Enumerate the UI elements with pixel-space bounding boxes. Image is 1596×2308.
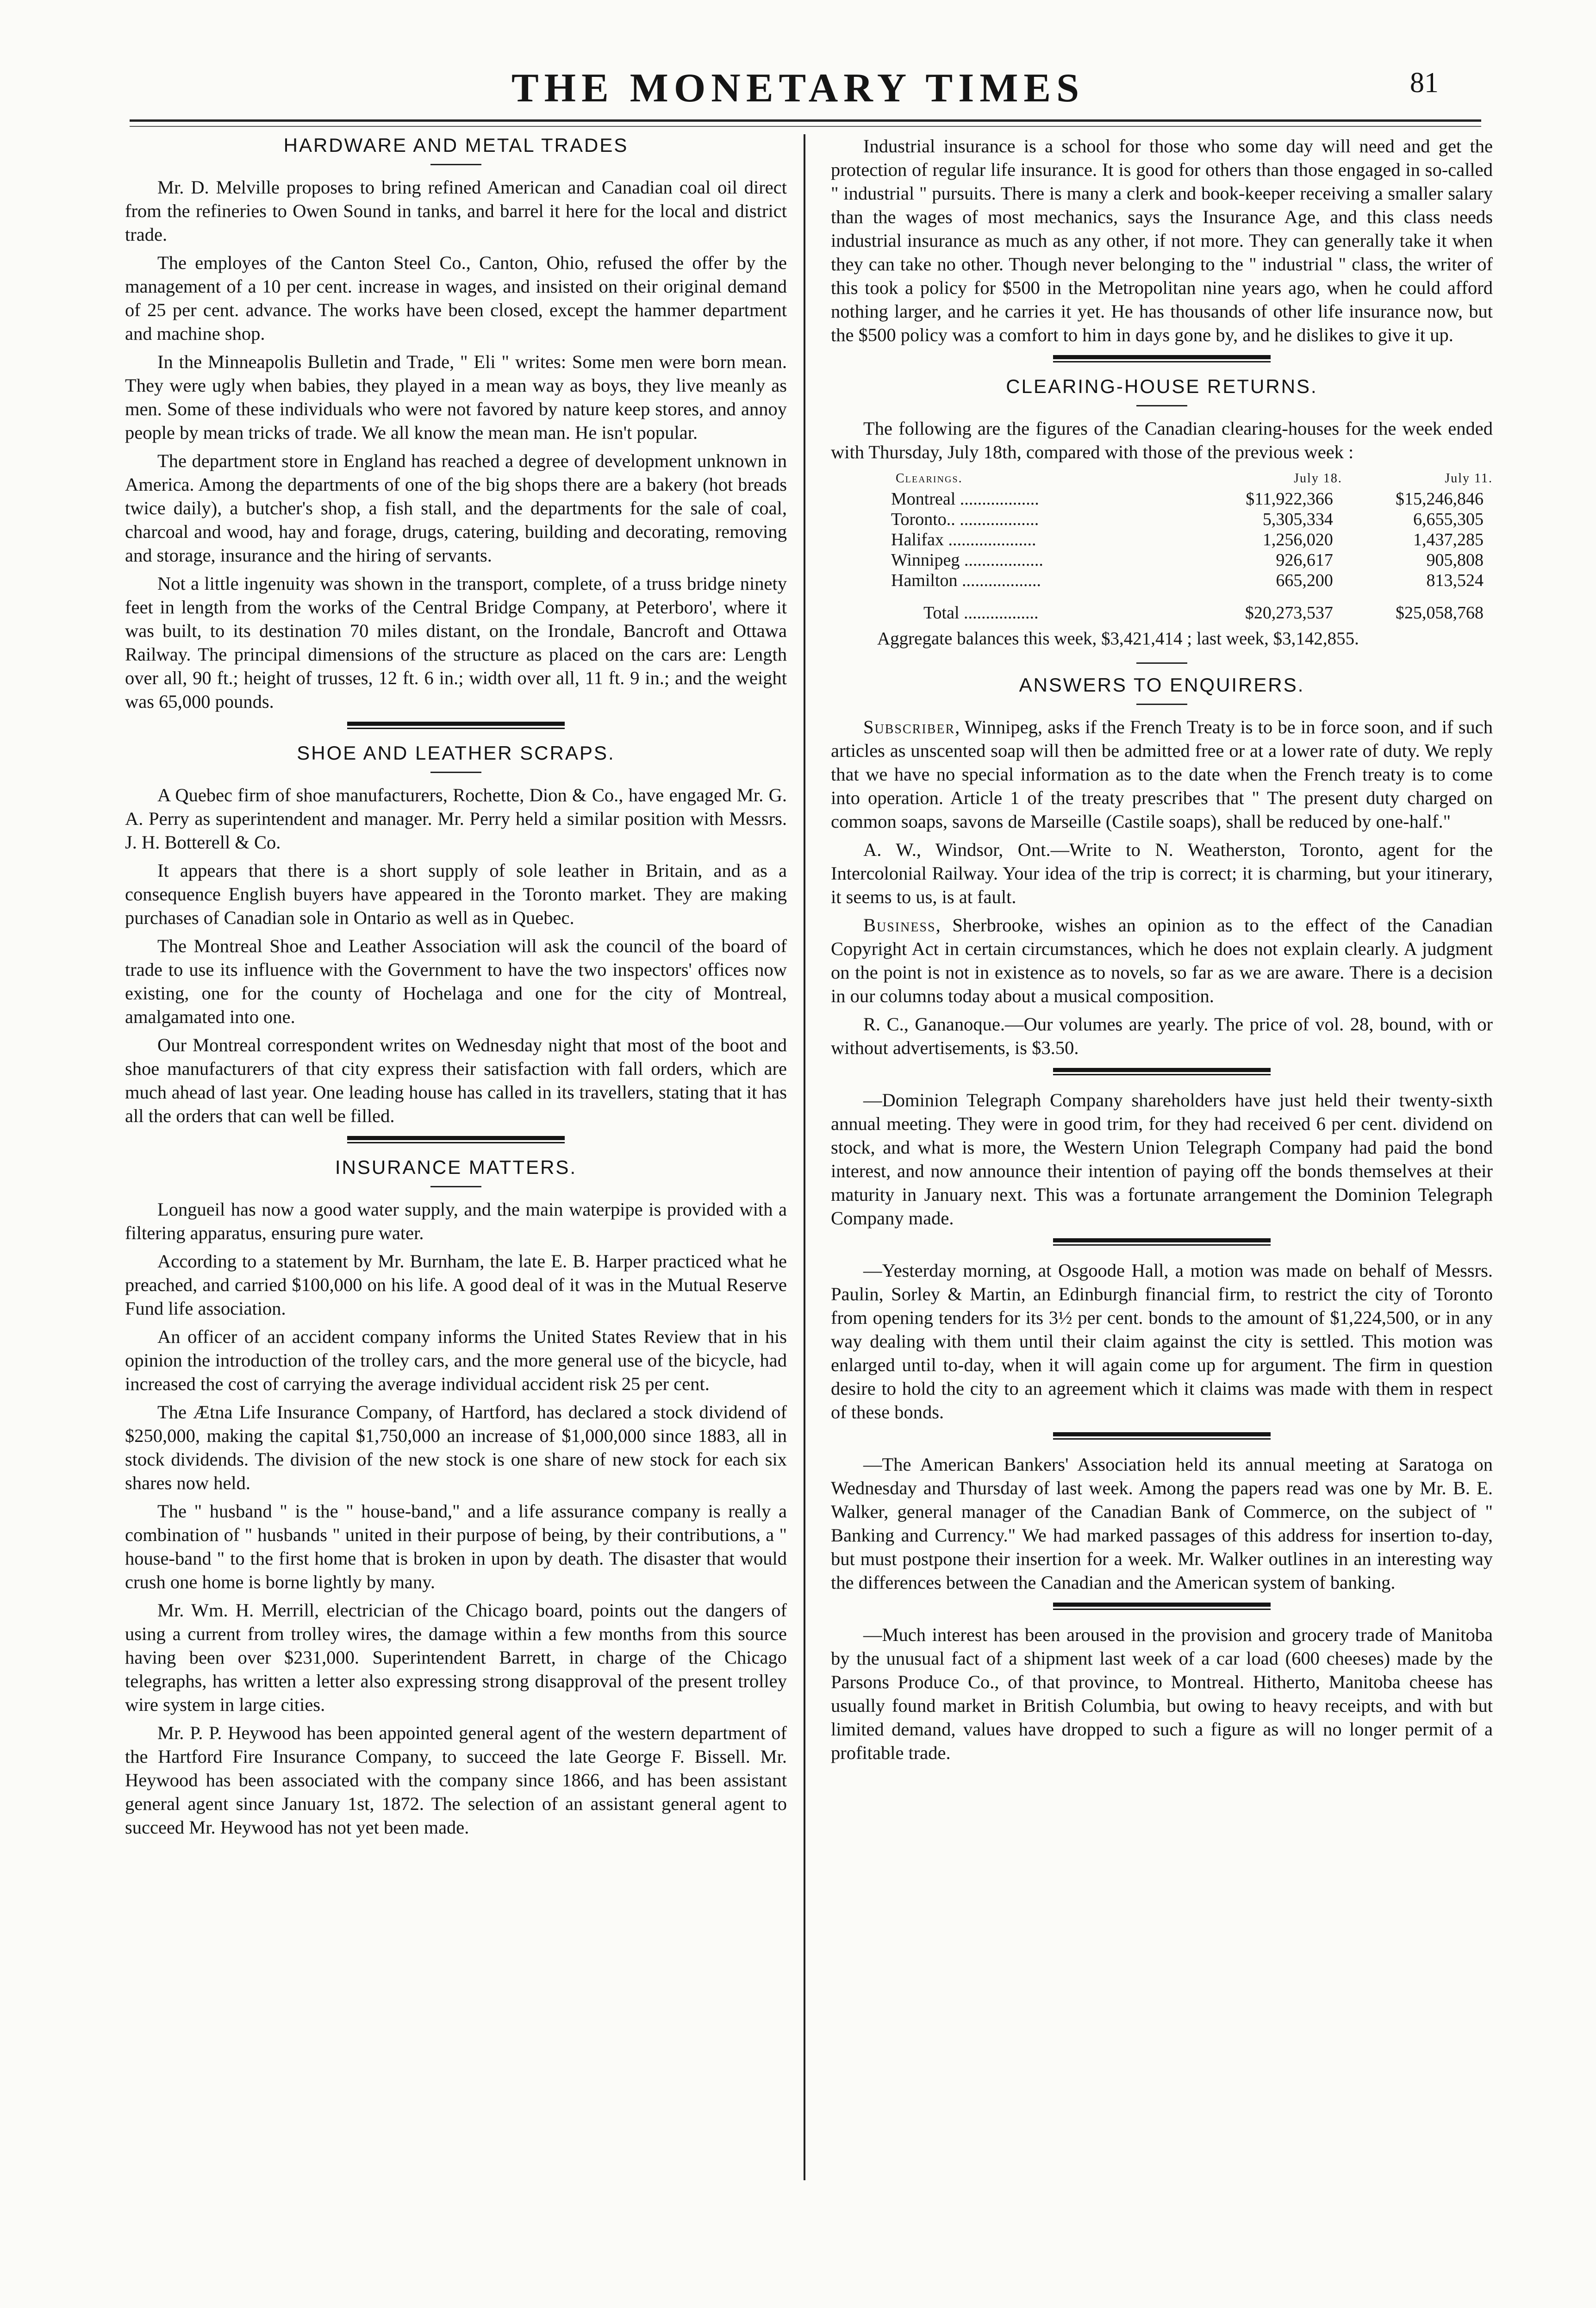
bankers-paragraph: —The American Bankers' Association held its annual meeting at Saratoga on Wednesday and Thursday of last week. Among the papers read was one by Mr. B. E. Walker, general manager of the Canadian Bank of Commerce, on the subject of " Banking and Currency." We had marked passages of this address for insertion to-day, but must postpone their insertion for a week. Mr. Walker outlines in an interesting way the differences between the Canadian and the American system of banking. [831,1454,1493,1593]
shoe-section [125,742,787,1128]
paragraph: A. W., Windsor, Ont.—Write to N. Weatherston, Toronto, agent for the Intercolonial Railway. Your idea of the trip is correct; it is charming, but your itinerary, it seems to us, is at fault. [831,839,1493,907]
section-divider [1053,355,1271,362]
section-divider [1053,1603,1271,1610]
paragraph: The Montreal Shoe and Leather Association will ask the council of the board of trade to use its influence with the Government to have the two inspectors' offices now existing, one for the county of Hochelaga and one for the city of Montreal, amalgamated into one. [125,936,787,1027]
page-title: THE MONETARY TIMES [511,66,1085,111]
table-row [831,550,1493,570]
table-cell: 926,617 [1276,550,1333,570]
paragraph: An officer of an accident company informs the United States Review that in his opinion the introduction of the trolley cars, and the more general use of the bicycle, had increased the cost of carrying the average individual accident risk 25 per cent. [125,1326,787,1394]
table-cell: 813,524 [1426,571,1484,590]
paragraph: Our Montreal correspondent writes on Wednesday night that most of the boot and shoe manufacturers of that city express their satisfaction with fall orders, which are much ahead of last year. One leading house has called in its travellers, stating that it has all the orders that can well be filled. [125,1035,787,1126]
left-column [125,134,787,1844]
aggregate-balances: Aggregate balances this week, $3,421,414 ; last week, $3,142,855. [877,629,1359,649]
osgoode-paragraph: —Yesterday morning, at Osgoode Hall, a motion was made on behalf of Messrs. Paulin, Sorley & Martin, an Edinburgh financial firm, to restrict the city of Toronto from opening tenders for its 3½ per cent. bonds to the amount of $1,224,500, or in any way dealing with them until their claim against the city is settled. This motion was enlarged until to-day, when it will again come up for argument. The firm in question desire to hold the city to an agreement which it claims was made with them in respect of these bonds. [831,1260,1493,1422]
table-cell: $15,246,846 [1396,489,1484,509]
paragraph: A Quebec firm of shoe manufacturers, Rochette, Dion & Co., have engaged Mr. G. A. Perry as superintendent and manager. Mr. Perry held a similar position with Messrs. J. H. Botterell & Co. [125,785,787,853]
page-number: 81 [1410,67,1439,99]
section-rule [1136,662,1187,664]
paragraph [831,715,1493,833]
table-cell: 665,200 [1276,571,1333,590]
table-row [831,489,1493,509]
table-cell: $25,058,768 [1396,603,1484,623]
manitoba-paragraph: —Much interest has been aroused in the provision and grocery trade of Manitoba by the unusual fact of a shipment last week of a car load (600 cheeses) made by the Parsons Produce Co., of that province, to Montreal. Hitherto, Manitoba cheese has usually found market in British Columbia, but owing to heavy receipts, and with but limited demand, values have dropped to such a figure as will no longer permit of a profitable trade. [831,1624,1493,1763]
paragraph: R. C., Gananoque.—Our volumes are yearly. The price of vol. 28, bound, with or without advertisements, is $3.50. [831,1014,1493,1058]
paragraph: The following are the figures of the Canadian clearing-houses for the week ended with Thursday, July 18th, compared with those of the previous week : [831,418,1493,462]
paragraph: In the Minneapolis Bulletin and Trade, " Eli " writes: Some men were born mean. They were ugly when babies, they played in a mean way as boys, they live meanly as men. Some of these individuals who were not favored by nature keep stores, and annoy people by mean tricks of trade. We all know the mean man. He isn't popular. [125,351,787,443]
table-cell: 1,256,020 [1262,530,1333,549]
answer-text: , Sherbrooke, wishes an opinion as to the effect of the Canadian Copyright Act in certain circumstances, which he does not explain clearly. A judgment on the point is not in existence as to novels, so far as we are aware. There is a decision in our columns today about a musical composition. [831,915,1493,1006]
header-rule [130,119,1481,122]
paragraph: Longueil has now a good water supply, and the main waterpipe is provided with a filtering apparatus, ensuring pure water. [125,1199,787,1243]
section-divider [347,722,565,729]
leader-dots: .................. [960,489,1039,509]
telegraph-paragraph: —Dominion Telegraph Company shareholders have just held their twenty-sixth annual meeting. They were in good trim, for they had received 6 per cent. dividend on stock, and what is more, the Western Union Telegraph Company had paid the bond interest, and now announce their intention of paying off the bonds themselves at their maturity in January next. This was a fortunate arrangement the Dominion Telegraph Company made. [831,1090,1493,1229]
industrial-insurance-paragraph: Industrial insurance is a school for those who some day will need and get the protection of regular life insurance. It is good for others than those engaged in so-called " industrial " pursuits. There is many a clerk and book-keeper receiving a smaller salary than the wages of most mechanics, says the Insurance Age, and this class needs industrial insurance as much as any other, if not more. They can generally take it when they can take no other. Though never belonging to the " industrial " class, the writer of this took a policy for $500 in the Metropolitan nine years ago, when he could afford nothing larger, and he carries it yet. He has thousands of other life insurance now, but the $500 policy was a comfort to him in days gone by, and he dislikes to give it up. [831,136,1493,345]
city-name: Hamilton [891,571,958,590]
section-rule [1136,704,1187,705]
section-divider [1053,1432,1271,1440]
paragraph: The employes of the Canton Steel Co., Canton, Ohio, refused the offer by the management of a 10 per cent. increase in wages, and insisted on their original demand of 25 per cent. advance. The works have been closed, except the hammer department and machine shop. [125,252,787,344]
leader-dots: .................. [960,510,1039,529]
total-label: Total [923,603,960,623]
paragraph: The Ætna Life Insurance Company, of Hartford, has declared a stock dividend of $250,000, making the capital $1,750,000 an increase of $1,000,000 since 1883, all in stock dividends. The division of the new stock is one share of new stock for each six shares now held. [125,1402,787,1493]
section-rule [430,1186,481,1187]
table-cell: $11,922,366 [1246,489,1333,509]
paragraph: The " husband " is the " house-band," and a life assurance company is really a combination of " husbands " united in their purpose of being, by their contributions, a " house-band " to the first home that is broken in upon by death. The disaster that would crush one home is borne lightly by many. [125,1501,787,1592]
city-name: Winnipeg [891,550,960,570]
table-row [831,570,1493,591]
section-title: SHOE AND LEATHER SCRAPS. [297,742,615,764]
table-cell: 6,655,305 [1413,510,1484,529]
section-divider [347,1136,565,1143]
total-row [831,591,1493,623]
paragraph: Mr. D. Melville proposes to bring refined American and Canadian coal oil direct from the refineries to Owen Sound in tanks, and barrel it here for the local and district trade. [125,177,787,245]
column-header: Clearings. [896,471,963,486]
section-divider [1053,1238,1271,1246]
clearing-house-section [831,375,1493,650]
paragraph: It appears that there is a short supply of sole leather in Britain, and as a consequence English buyers have appeared in the Toronto market. They are making purchases of Canadian sole in Ontario as well as in Quebec. [125,860,787,928]
table-row [831,530,1493,550]
table-cell: $20,273,537 [1245,603,1333,623]
section-title: INSURANCE MATTERS. [335,1156,577,1178]
answer-text: , Winnipeg, asks if the French Treaty is to be in force soon, and if such articles as unscented soap will then be admitted free or at a lower rate of duty. We reply that we have no special information as to the date when the French treaty is to come into operation. Article 1 of the treaty prescribes that " The present duty charged on common soaps, savons de Marseille (Castile soaps), shall be reduced by one-half." [831,717,1493,832]
table-row [831,509,1493,530]
column-header: July 11. [1445,471,1493,486]
column-divider [804,134,805,2180]
insurance-section [125,1156,787,1839]
column-header: July 18. [1294,471,1342,486]
paragraph: According to a statement by Mr. Burnham, the late E. B. Harper practiced what he preached, and carried $100,000 on his life. A good deal of it was in the Mutual Reserve Fund life association. [125,1251,787,1319]
paragraph: Mr. P. P. Heywood has been appointed general agent of the western department of the Hartford Fire Insurance Company, to succeed the late George F. Bissell. Mr. Heywood has been associated with the company since 1866, and has been assistant general agent since January 1st, 1872. The selection of an assistant general agent to succeed Mr. Heywood has not yet been made. [125,1722,787,1838]
leader-dots: .................... [948,530,1036,549]
section-title: ANSWERS TO ENQUIRERS. [1019,674,1305,696]
hardware-section [125,134,787,713]
leader-dots: ................. [964,603,1039,623]
section-rule [430,772,481,773]
table-cell: 5,305,334 [1262,510,1333,529]
leader-dots: .................. [964,550,1043,570]
table-header-row [831,468,1493,489]
right-column [831,134,1493,1769]
clearings-table [831,468,1493,623]
section-rule [1136,405,1187,406]
paragraph: The department store in England has reached a degree of development unknown in America. Among the departments of one of the big shops there are a bakery (hot breads twice daily), a butcher's shop, a fish stall, and the departments for the sale of coal, charcoal and wood, hay and forage, drugs, catering, building and decorating, removing and storage, insurance and the hiring of servants. [125,450,787,566]
section-divider [1053,1068,1271,1075]
table-cell: 1,437,285 [1413,530,1484,549]
leader-dots: .................. [962,571,1041,590]
answers-section [831,674,1493,1060]
section-title: HARDWARE AND METAL TRADES [283,134,629,156]
section-title: CLEARING-HOUSE RETURNS. [1006,375,1318,397]
table-cell: 905,808 [1426,550,1484,570]
city-name: Toronto.. [891,510,955,529]
paragraph [831,913,1493,1008]
section-rule [430,164,481,165]
city-name: Montreal [891,489,956,509]
header-rule-thin [130,126,1481,127]
paragraph: Not a little ingenuity was shown in the transport, complete, of a truss bridge ninety feet in length from the works of the Central Bridge Company, at Peterboro', where it was built, to its destination 70 miles distant, on the Irondale, Bancroft and Ottawa Railway. The principal dimensions of the structure as placed on the cars are: Length over all, 90 ft.; height of trusses, 12 ft. 6 in.; width over all, 11 ft. 9 in.; and the weight was 65,000 pounds. [125,573,787,712]
enquirer-name: Business [863,915,936,936]
paragraph: Mr. Wm. H. Merrill, electrician of the Chicago board, points out the dangers of using a current from trolley wires, the damage within a few months from this source having been over $231,000. Superintendent Barrett, in charge of the Chicago telegraphs, has written a letter also expressing strong disapproval of the present trolley wire system in large cities. [125,1600,787,1715]
enquirer-name: Subscriber [863,717,955,737]
city-name: Halifax [891,530,944,549]
masthead [0,65,1596,116]
